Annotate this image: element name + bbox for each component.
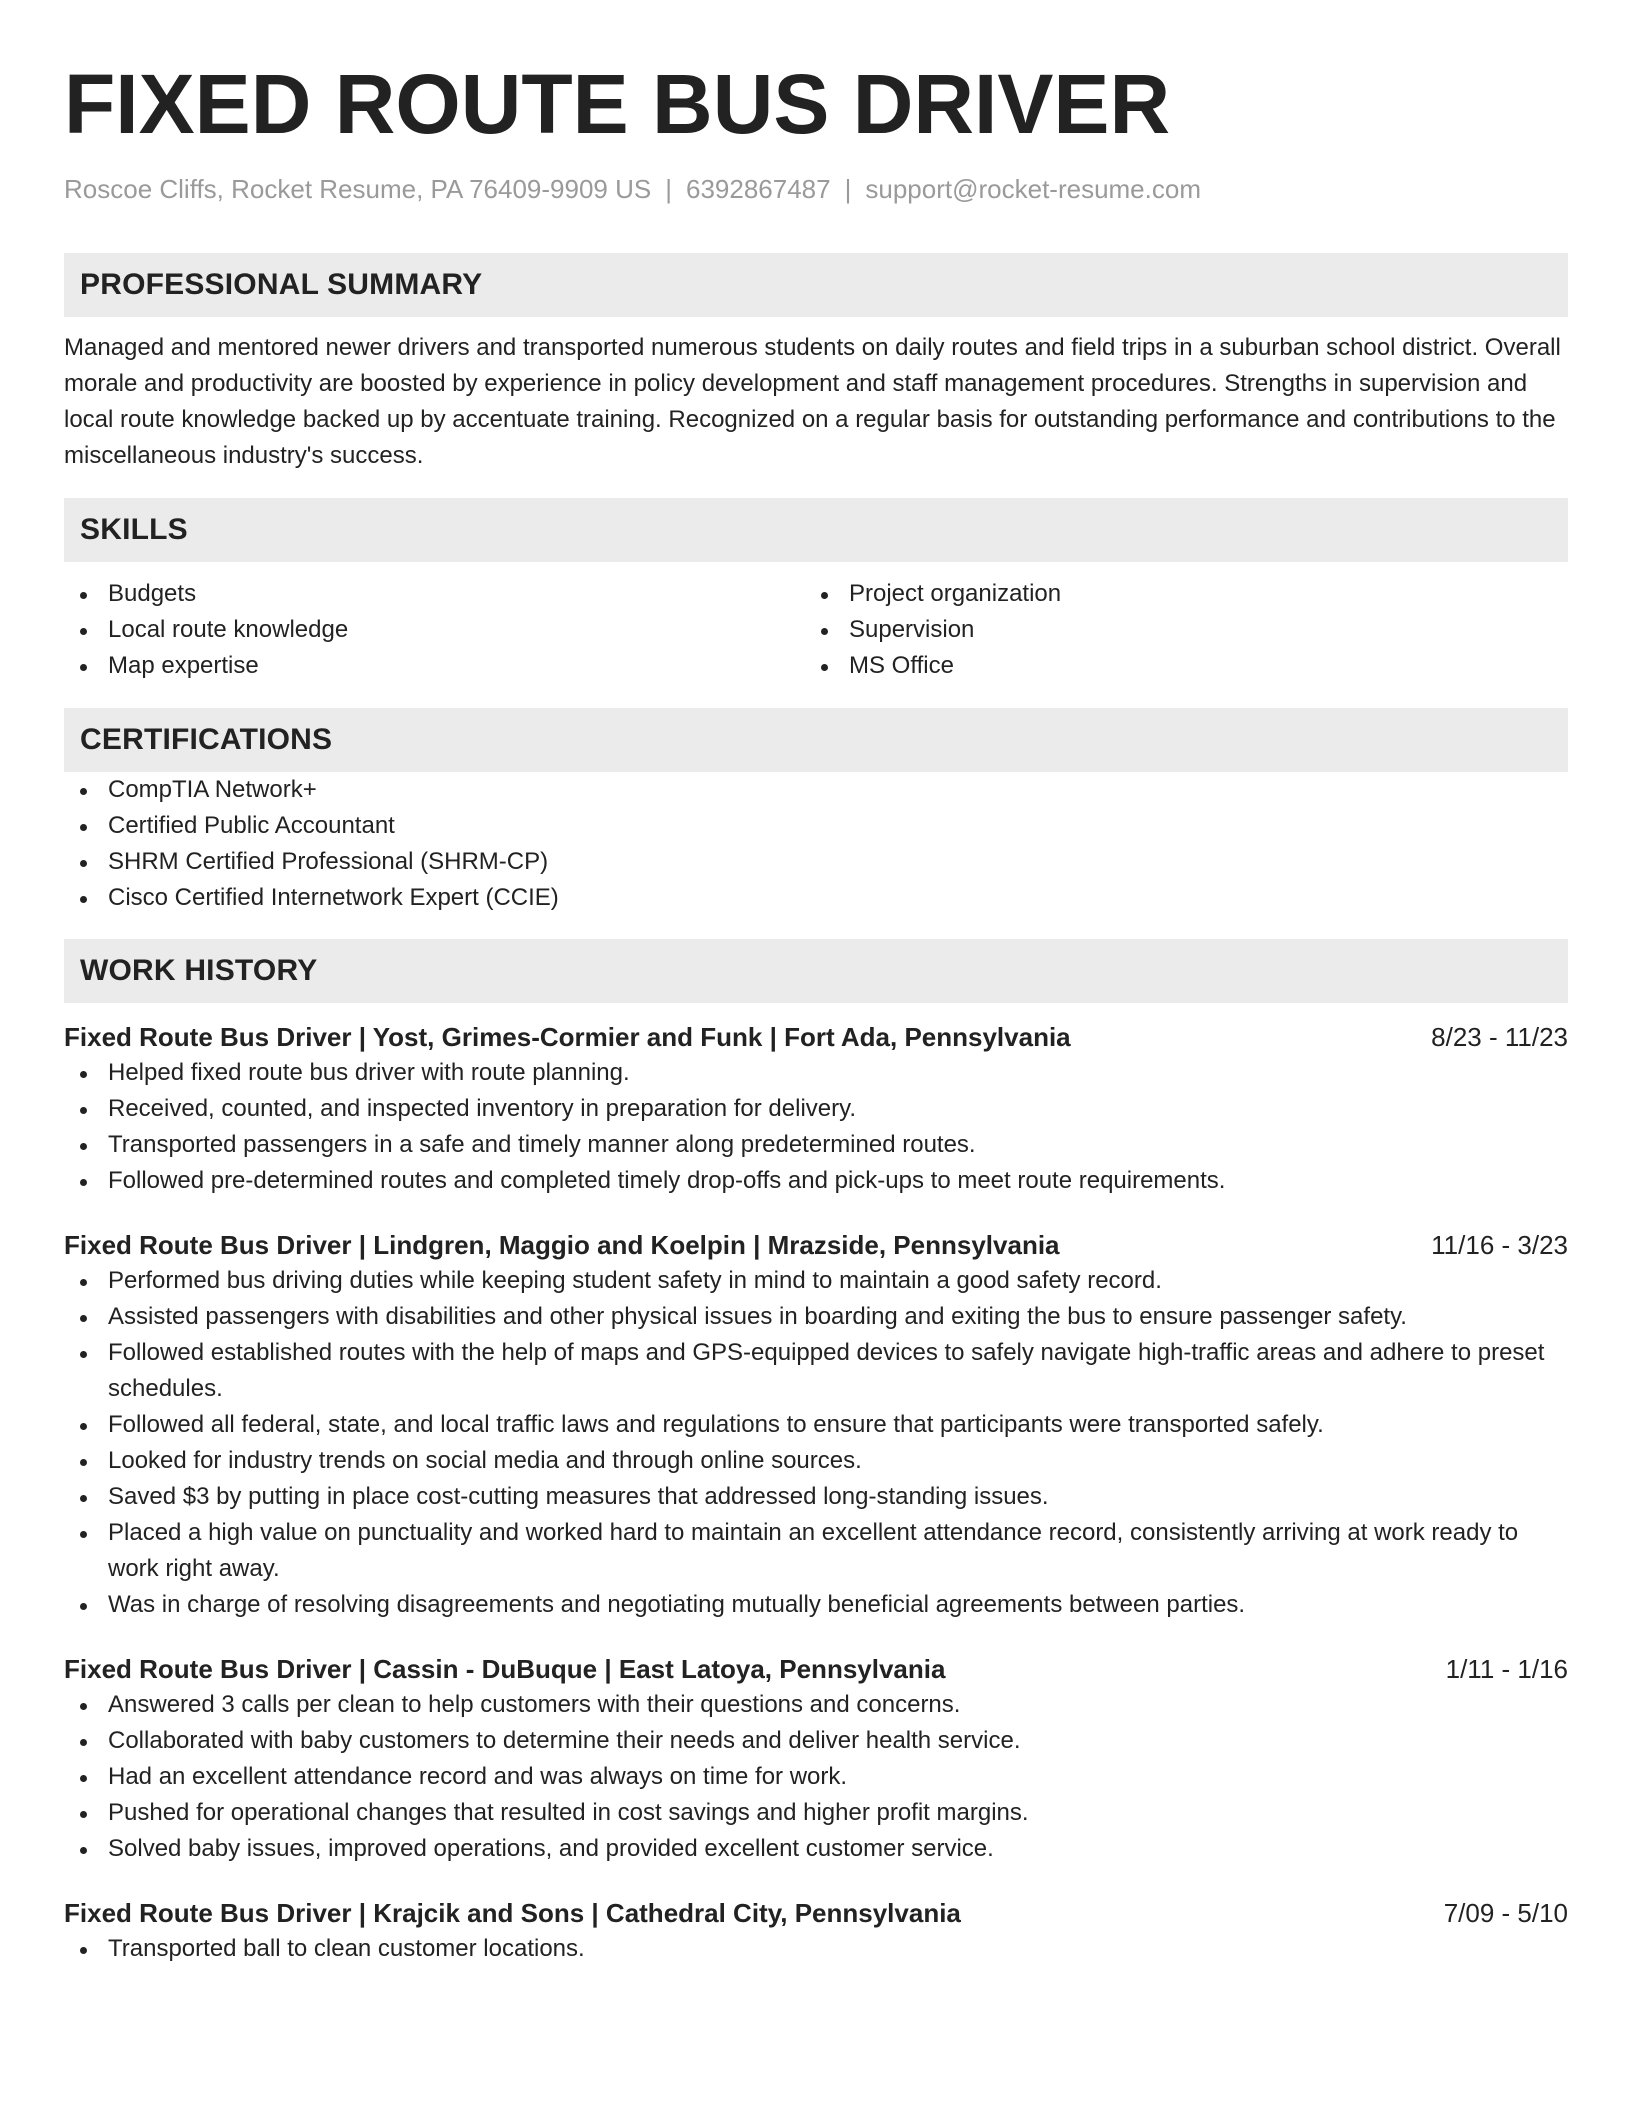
job-entry	[64, 1651, 1568, 1867]
section-header-work-history	[64, 939, 1568, 1003]
skill-item: Map expertise	[64, 648, 805, 684]
job-bullet: Transported passengers in a safe and timely manner along predetermined routes.	[64, 1127, 1568, 1163]
job-bullet: Received, counted, and inspected inventory in preparation for delivery.	[64, 1091, 1568, 1127]
job-bullet: Pushed for operational changes that resulted in cost savings and higher profit margins.	[64, 1795, 1568, 1831]
section-title: WORK HISTORY	[80, 954, 318, 987]
section-title: CERTIFICATIONS	[80, 723, 333, 756]
job-bullet: Followed established routes with the help of maps and GPS-equipped devices to safely navigate high-traffic areas and adhere to preset schedules.	[64, 1335, 1568, 1407]
contact-email: support@rocket-resume.com	[865, 174, 1201, 204]
skill-item: Budgets	[64, 576, 805, 612]
skill-item: Supervision	[805, 612, 1568, 648]
job-title: Fixed Route Bus Driver | Cassin - DuBuque | East Latoya, Pennsylvania	[64, 1654, 946, 1684]
job-title: Fixed Route Bus Driver | Yost, Grimes-Cormier and Funk | Fort Ada, Pennsylvania	[64, 1022, 1071, 1052]
job-bullet: Had an excellent attendance record and was always on time for work.	[64, 1759, 1568, 1795]
job-entry	[64, 1895, 1568, 1967]
job-title: Fixed Route Bus Driver | Lindgren, Maggio and Koelpin | Mrazside, Pennsylvania	[64, 1230, 1060, 1260]
job-header	[64, 1651, 1568, 1687]
contact-address: Roscoe Cliffs, Rocket Resume, PA 76409-9909 US	[64, 174, 652, 204]
certification-item: SHRM Certified Professional (SHRM-CP)	[64, 844, 1568, 880]
job-bullet: Transported ball to clean customer locations.	[64, 1931, 1568, 1967]
certification-item: Certified Public Accountant	[64, 808, 1568, 844]
contact-line	[64, 172, 1568, 206]
job-dates: 11/16 - 3/23	[1431, 1230, 1568, 1260]
resume-title: FIXED ROUTE BUS DRIVER	[64, 57, 1171, 151]
job-bullet: Placed a high value on punctuality and worked hard to maintain an excellent attendance record, consistently arriving at work ready to work right away.	[64, 1515, 1568, 1587]
job-dates: 1/11 - 1/16	[1445, 1654, 1568, 1684]
job-bullets	[64, 1931, 1568, 1967]
contact-separator: |	[665, 174, 672, 204]
section-title: SKILLS	[80, 513, 188, 546]
summary-text: Managed and mentored newer drivers and transported numerous students on daily routes and field trips in a suburban school district. Overall morale and productivity are boosted by experience in policy development and staff management procedures. Strengths in supervision and local route knowledge backed up by accentuate training. Recognized on a regular basis for outstanding performance and contributions to the miscellaneous industry's success.	[64, 334, 1561, 469]
job-header	[64, 1019, 1568, 1055]
certification-item: Cisco Certified Internetwork Expert (CCIE)	[64, 880, 1568, 916]
job-bullet: Was in charge of resolving disagreements and negotiating mutually beneficial agreements between parties.	[64, 1587, 1568, 1623]
job-bullets	[64, 1263, 1568, 1623]
contact-phone: 6392867487	[686, 174, 831, 204]
job-bullet: Performed bus driving duties while keeping student safety in mind to maintain a good safety record.	[64, 1263, 1568, 1299]
skills-grid	[64, 576, 1568, 684]
job-bullets	[64, 1055, 1568, 1199]
job-bullet: Looked for industry trends on social media and through online sources.	[64, 1443, 1568, 1479]
job-header	[64, 1227, 1568, 1263]
certifications-list	[64, 772, 1568, 916]
job-bullet: Helped fixed route bus driver with route planning.	[64, 1055, 1568, 1091]
skill-item: Local route knowledge	[64, 612, 805, 648]
job-entry	[64, 1019, 1568, 1199]
job-bullets	[64, 1687, 1568, 1867]
job-header	[64, 1895, 1568, 1931]
job-bullet: Answered 3 calls per clean to help customers with their questions and concerns.	[64, 1687, 1568, 1723]
section-title: PROFESSIONAL SUMMARY	[80, 268, 483, 301]
job-bullet: Assisted passengers with disabilities and other physical issues in boarding and exiting the bus to ensure passenger safety.	[64, 1299, 1568, 1335]
job-bullet: Solved baby issues, improved operations, and provided excellent customer service.	[64, 1831, 1568, 1867]
section-header-summary	[64, 253, 1568, 317]
job-bullet: Collaborated with baby customers to determine their needs and deliver health service.	[64, 1723, 1568, 1759]
job-bullet: Followed all federal, state, and local traffic laws and regulations to ensure that participants were transported safely.	[64, 1407, 1568, 1443]
job-entry	[64, 1227, 1568, 1623]
job-bullet: Followed pre-determined routes and completed timely drop-offs and pick-ups to meet route requirements.	[64, 1163, 1568, 1199]
section-header-skills	[64, 498, 1568, 562]
job-title: Fixed Route Bus Driver | Krajcik and Sons | Cathedral City, Pennsylvania	[64, 1898, 961, 1928]
contact-separator: |	[844, 174, 852, 204]
skills-list-left	[64, 576, 805, 684]
skills-list-right	[805, 576, 1568, 684]
skill-item: MS Office	[805, 648, 1568, 684]
section-header-certifications	[64, 708, 1568, 772]
certification-item: CompTIA Network+	[64, 772, 1568, 808]
job-dates: 8/23 - 11/23	[1431, 1022, 1568, 1052]
job-dates: 7/09 - 5/10	[1443, 1898, 1568, 1928]
skill-item: Project organization	[805, 576, 1568, 612]
job-bullet: Saved $3 by putting in place cost-cutting measures that addressed long-standing issues.	[64, 1479, 1568, 1515]
